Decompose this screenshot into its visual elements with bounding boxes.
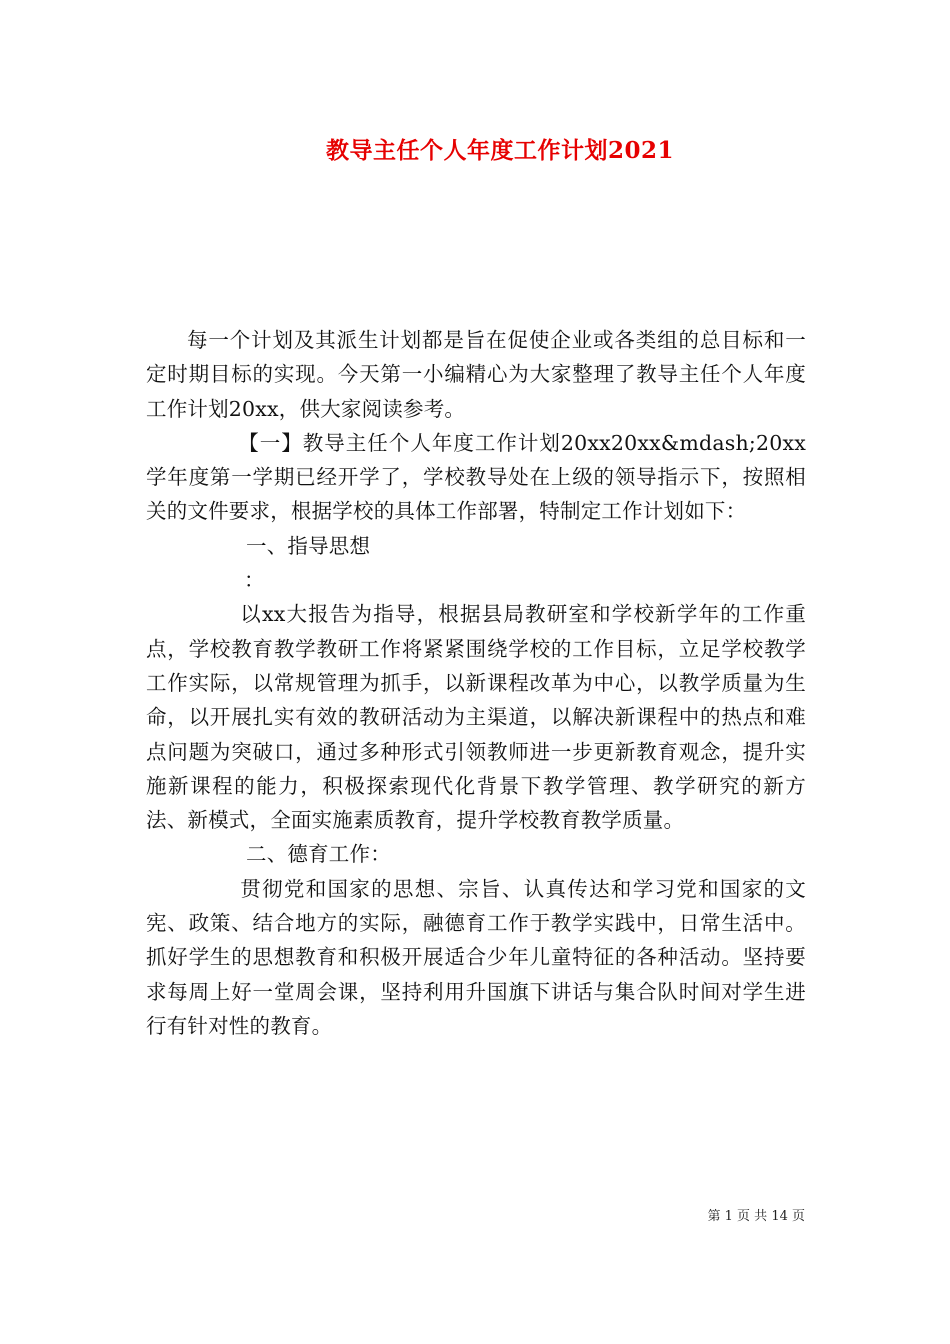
document-body: [146, 323, 806, 1043]
guiding-thought-paragraph: 以xx大报告为指导，根据县局教研室和学校新学年的工作重点，学校教育教学教研工作将紧紧围绕学校的工作目标，立足学校教学工作实际，以常规管理为抓手，以新课程改革为中心，以教学质量为生命，以开展扎实有效的教研活动为主渠道，以解决新课程中的热点和难点问题为突破口，通过多种形式引领教师进一步更新教育观念，提升实施新课程的能力，积极探索现代化背景下教学管理、教学研究的新方法、新模式，全面实施素质教育，提升学校教育教学质量。: [146, 602, 806, 833]
page-footer: 第 1 页 共 14 页: [707, 1209, 805, 1224]
section-one-paragraph: 【一】教导主任个人年度工作计划20xx20xx&mdash;20xx学年度第一学期已经开学了，学校教导处在上级的领导指示下，按照相关的文件要求，根据学校的具体工作部署，特制定工作计划如下：: [146, 430, 806, 524]
heading-guiding-thought: 一、指导思想: [246, 533, 371, 558]
colon-line: ：: [244, 568, 265, 593]
document-title: 教导主任个人年度工作计划2021: [325, 137, 674, 164]
moral-education-paragraph: 贯彻党和国家的思想、宗旨、认真传达和学习党和国家的文宪、政策、结合地方的实际，融德育工作于教学实践中，日常生活中。抓好学生的思想教育和积极开展适合少年儿童特征的各种活动。坚持要求每周上好一堂周会课，坚持利用升国旗下讲话与集合队时间对学生进行有针对性的教育。: [146, 876, 806, 1038]
heading-moral-education: 二、德育工作：: [246, 842, 391, 867]
intro-paragraph: 每一个计划及其派生计划都是旨在促使企业或各类组的总目标和一定时期目标的实现。今天第一小编精心为大家整理了教导主任个人年度工作计划20xx，供大家阅读参考。: [146, 328, 806, 421]
